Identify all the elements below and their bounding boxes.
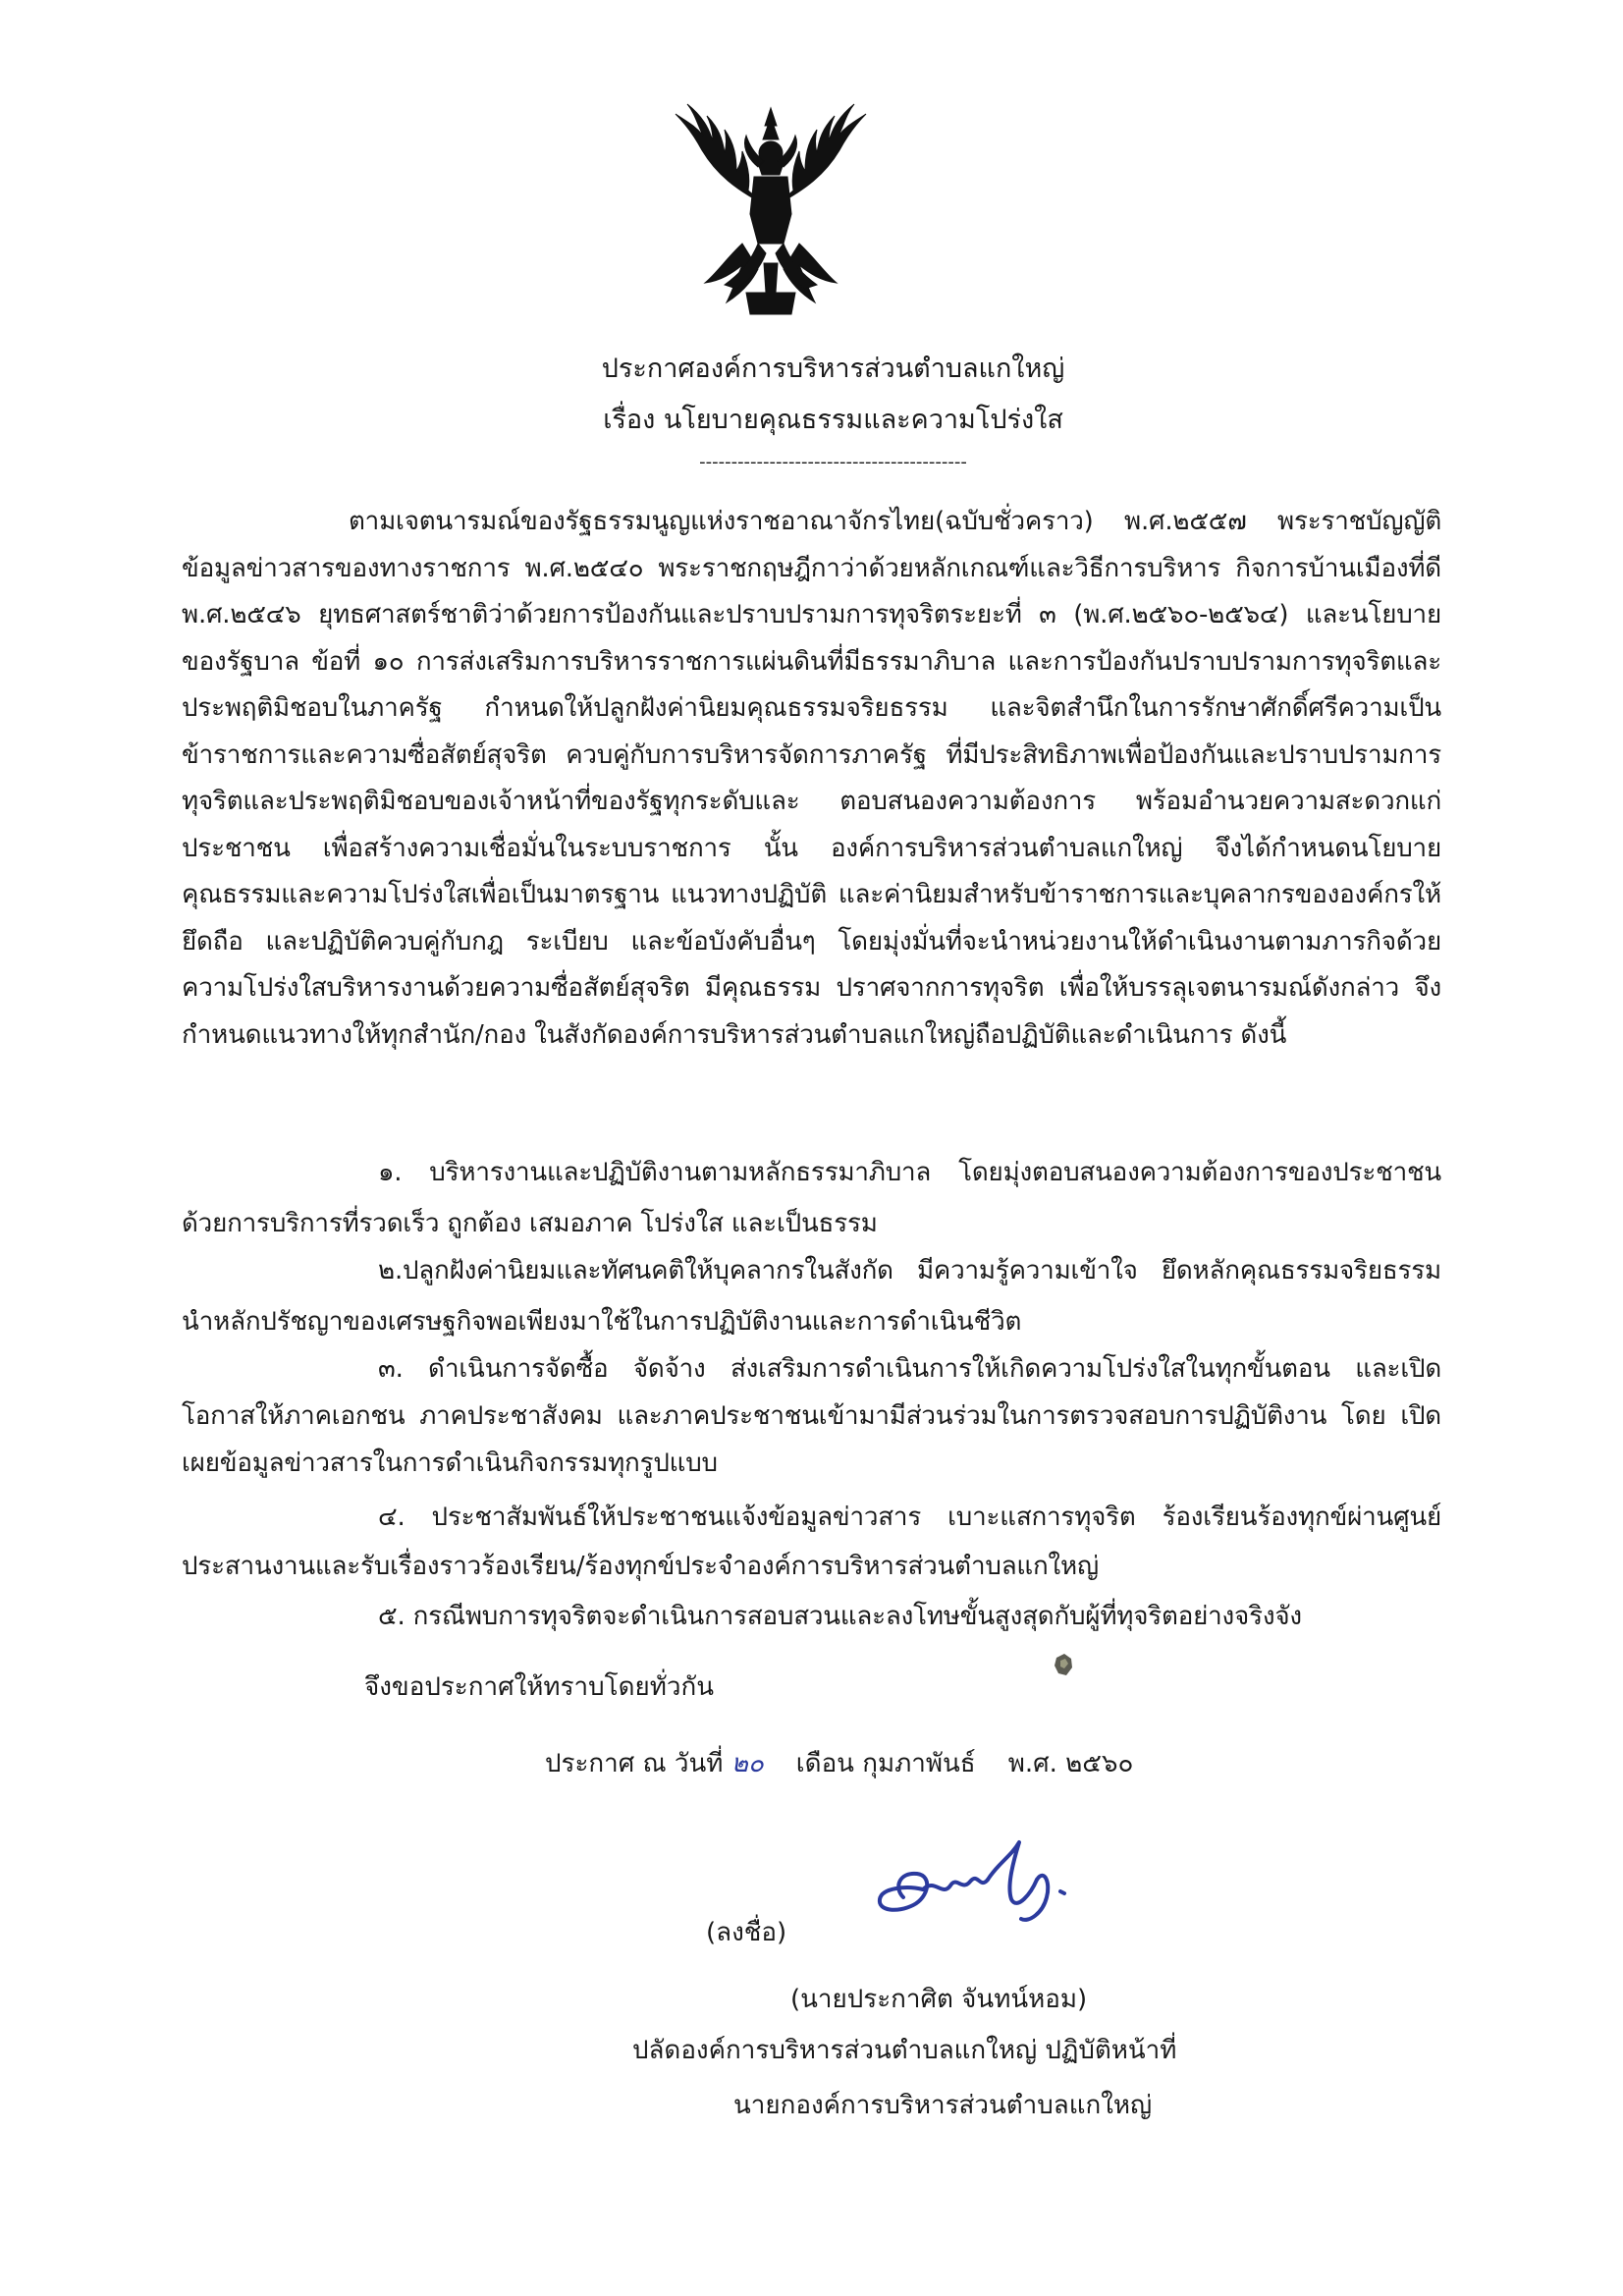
policy-item-5: ๕. กรณีพบการทุจริตจะดำเนินการสอบสวนและลงโทษขั้นสูงสุดกับผู้ที่ทุจริตอย่างจริงจัง [378,1602,1302,1631]
date-month: เดือน กุมภาพันธ์ [795,1749,976,1778]
closing-statement: จึงขอประกาศให้ทราบโดยทั่วกัน [364,1672,714,1702]
signer-name: (นายประกาศิต จันทน์หอม) [790,1985,1088,2014]
date-day: ๒๐ [730,1749,764,1778]
title-divider: ------------------------------------------ [699,452,967,472]
signature-label: (ลงชื่อ) [706,1918,787,1947]
garuda-emblem-icon [648,96,893,327]
announcement-title: ประกาศองค์การบริหารส่วนตำบลแกใหญ่ [601,354,1065,384]
signer-position-2: นายกองค์การบริหารส่วนตำบลแกใหญ่ [733,2091,1153,2120]
announcement-subject: เรื่อง นโยบายคุณธรรมและความโปร่งใส [603,405,1063,435]
signer-position-1: ปลัดองค์การบริหารส่วนตำบลแกใหญ่ ปฏิบัติหน้าที่ [632,2036,1177,2065]
date-year: พ.ศ. ๒๕๖๐ [1007,1749,1134,1778]
date-prefix: ประกาศ ณ วันที่ [545,1749,724,1778]
main-paragraph: ตามเจตนารมณ์ของรัฐธรรมนูญแห่งราชอาณาจักรไทย(ฉบับชั่วคราว) พ.ศ.๒๕๕๗ พระราชบัญญัติข้อมูลข่าวสารของทางราชการ พ.ศ.๒๕๔๐ พระราชกฤษฎีกาว่าด้วยหลักเกณฑ์และวิธีการบริหาร กิจการบ้านเมืองที่ดี พ.ศ.๒๕๔๖ ยุทธศาสตร์ชาติว่าด้วยการป้องกันและปราบปรามการทุจริตระยะที่ ๓ (พ.ศ.๒๕๖๐-๒๕๖๔) และนโยบายของรัฐบาล ข้อที่ ๑๐ การส่งเสริมการบริหารราชการแผ่นดินที่มีธรรมาภิบาล และการป้องกันปราบปรามการทุจริตและประพฤติมิชอบในภาครัฐ กำหนดให้ปลูกฝังค่านิยมคุณธรรมจริยธรรม และจิตสำนึกในการรักษาศักดิ์ศรีความเป็นข้าราชการและความซื่อสัตย์สุจริต ควบคู่กับการบริหารจัดการภาครัฐ ที่มีประสิทธิภาพเพื่อป้องกันและปราบปรามการทุจริตและประพฤติมิชอบของเจ้าหน้าที่ของรัฐทุกระดับและ ตอบสนองความต้องการ พร้อมอำนวยความสะดวกแก่ประชาชน เพื่อสร้างความเชื่อมั่นในระบบราชการ นั้น องค์การบริหารส่วนตำบลแกใหญ่ จึงได้กำหนดนโยบายคุณธรรมและความโปร่งใสเพื่อเป็นมาตรฐาน แนวทางปฏิบัติ และค่านิยมสำหรับข้าราชการและบุคลากรขององค์กรให้ยึดถือ และปฏิบัติควบคู่กับกฎ ระเบียบ และข้อบังคับอื่นๆ โดยมุ่งมั่นที่จะนำหน่วยงานให้ดำเนินงานตามภารกิจด้วยความโปร่งใสบริหารงานด้วยความซื่อสัตย์สุจริต มีคุณธรรม ปราศจากการทุจริต เพื่อให้บรรลุเจตนารมณ์ดังกล่าว จึงกำหนดแนวทางให้ทุกสำนัก/กอง ในสังกัดองค์การบริหารส่วนตำบลแกใหญ่ถือปฏิบัติและดำเนินการ ดังนี้ [182,507,1441,1050]
policy-item-3: ๓. ดำเนินการจัดซื้อ จัดจ้าง ส่งเสริมการดำเนินการให้เกิดความโปร่งใสในทุกขั้นตอน และเปิด โอกาสให้ภาคเอกชน ภาคประชาสังคม และภาคประชาชนเข้ามามีส่วนร่วมในการตรวจสอบการปฏิบัติงาน โดย เปิดเผยข้อมูลข่าวสารในการดำเนินกิจกรรมทุกรูปแบบ [182,1354,1441,1478]
ink-mark-icon [1053,1652,1074,1677]
announcement-date [545,1746,1133,1781]
policy-item-1: ๑. บริหารงานและปฏิบัติงานตามหลักธรรมาภิบาล โดยมุ่งตอบสนองความต้องการของประชาชนด้วยการบริการที่รวดเร็ว ถูกต้อง เสมอภาค โปร่งใส และเป็นธรรม [182,1158,1441,1238]
handwritten-signature-icon [864,1829,1119,1946]
policy-item-2: ๒.ปลูกฝังค่านิยมและทัศนคติให้บุคลากรในสังกัด มีความรู้ความเข้าใจ ยึดหลักคุณธรรมจริยธรรม นำหลักปรัชญาของเศรษฐกิจพอเพียงมาใช้ในการปฏิบัติงานและการดำเนินชีวิต [182,1256,1441,1337]
policy-item-4: ๔. ประชาสัมพันธ์ให้ประชาชนแจ้งข้อมูลข่าวสาร เบาะแสการทุจริต ร้องเรียนร้องทุกข์ผ่านศูนย์ประสานงานและรับเรื่องราวร้องเรียน/ร้องทุกข์ประจำองค์การบริหารส่วนตำบลแกใหญ่ [182,1503,1441,1581]
